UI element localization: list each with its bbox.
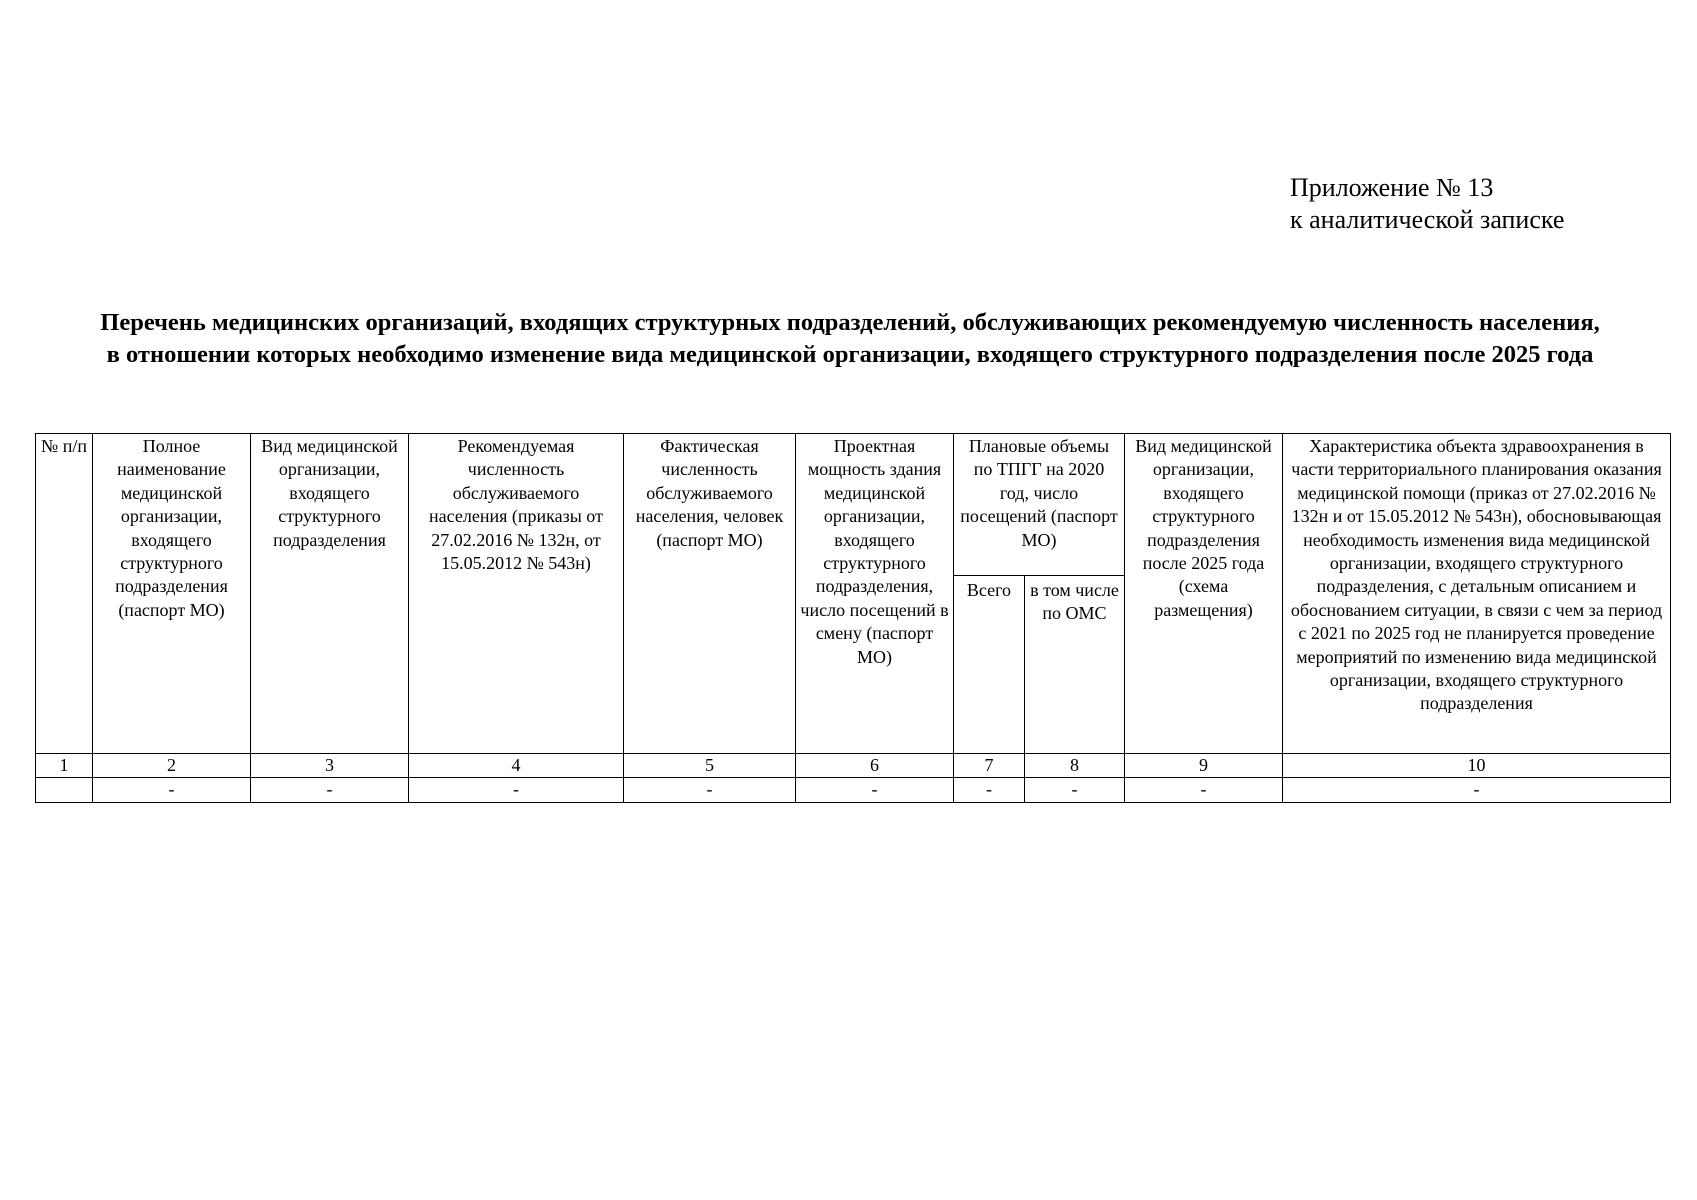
- column-number: 9: [1125, 754, 1283, 778]
- column-number: 7: [954, 754, 1025, 778]
- column-number: 8: [1025, 754, 1125, 778]
- header-org-type: Вид медицинской организации, входящего структурного подразделения: [251, 434, 409, 754]
- table-cell: -: [251, 778, 409, 802]
- column-number: 6: [796, 754, 954, 778]
- header-incl-oms: в том числе по ОМС: [1025, 576, 1125, 754]
- table-cell: -: [796, 778, 954, 802]
- table-cell: -: [409, 778, 624, 802]
- header-actual-population: Фактическая численность обслуживаемого населения, человек (паспорт МО): [624, 434, 796, 754]
- header-full-name: Полное наименование медицинской организации, входящего структурного подразделения (паспорт МО): [93, 434, 251, 754]
- column-number: 3: [251, 754, 409, 778]
- appendix-note: [1290, 172, 1564, 236]
- header-total: Всего: [954, 576, 1025, 754]
- column-number: 5: [624, 754, 796, 778]
- table-cell: -: [624, 778, 796, 802]
- column-number: 4: [409, 754, 624, 778]
- table-cell: -: [1125, 778, 1283, 802]
- header-row: [36, 434, 1671, 576]
- column-number: 1: [36, 754, 93, 778]
- appendix-reference: к аналитической записке: [1290, 205, 1565, 234]
- appendix-number: Приложение № 13: [1290, 173, 1494, 202]
- header-characteristics: Характеристика объекта здравоохранения в части территориального планирования оказания медицинской помощи (приказ от 27.02.2016 № 132н и от 15.05.2012 № 543н), обосновывающая необходимость изменения вида медицинской организации, входящего структурного подразделения, с детальным описанием и обоснованием ситуации, в связи с чем за период с 2021 по 2025 год не планируется проведение мероприятий по изменению вида медицинской организации, входящего структурного подразделения: [1283, 434, 1671, 754]
- table-cell: [36, 778, 93, 802]
- table-cell: -: [954, 778, 1025, 802]
- table-cell: -: [93, 778, 251, 802]
- column-number: 2: [93, 754, 251, 778]
- column-number: 10: [1283, 754, 1671, 778]
- header-number: № п/п: [36, 434, 93, 754]
- column-numbers-row: [36, 754, 1671, 778]
- document-title: Перечень медицинских организаций, входящих структурных подразделений, обслуживающих рекомендуемую численность населения, в отношении которых необходимо изменение вида медицинской организации, входящего структурного подразделения после 2025 года: [100, 309, 1600, 368]
- table-row: [36, 778, 1671, 802]
- header-design-capacity: Проектная мощность здания медицинской организации, входящего структурного подразделения, число посещений в смену (паспорт МО): [796, 434, 954, 754]
- header-recommended-population: Рекомендуемая численность обслуживаемого населения (приказы от 27.02.2016 № 132н, от 15.05.2012 № 543н): [409, 434, 624, 754]
- header-org-type-after-2025: Вид медицинской организации, входящего структурного подразделения после 2025 года (схема размещения): [1125, 434, 1283, 754]
- organizations-table: [35, 433, 1671, 803]
- table-cell: -: [1283, 778, 1671, 802]
- header-planned-volumes: Плановые объемы по ТПГГ на 2020 год, число посещений (паспорт МО): [954, 434, 1125, 576]
- table-cell: -: [1025, 778, 1125, 802]
